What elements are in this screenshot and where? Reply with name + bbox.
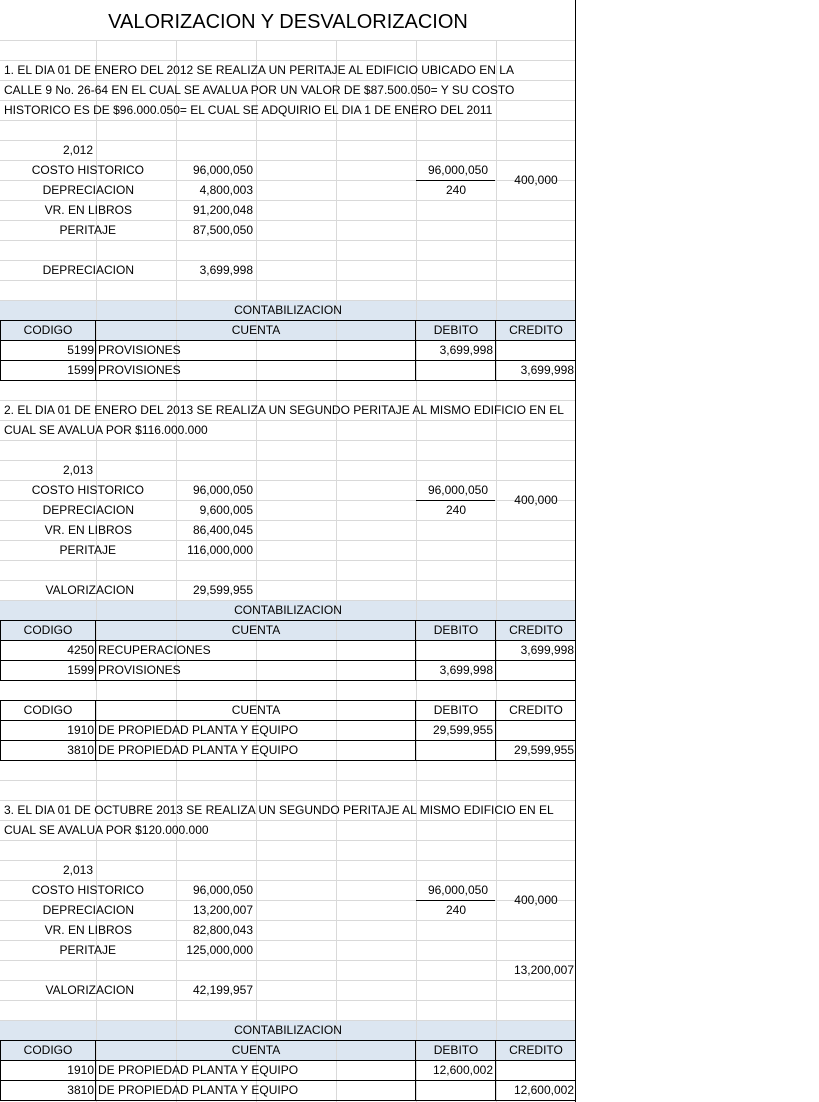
s1-vr-value: 91,200,048 (192, 203, 253, 217)
s3-year: 2,013 (62, 863, 93, 877)
s1-vr-label: VR. EN LIBROS (44, 203, 132, 217)
table-row-codigo: 1599 (67, 363, 94, 377)
page-title: VALORIZACION Y DESVALORIZACION (108, 11, 468, 33)
s2-header2-codigo: CODIGO (23, 703, 73, 717)
s2-peritaje-value: 116,000,000 (187, 543, 253, 557)
table-row-codigo: 1910 (67, 723, 94, 737)
s1-statement-line-3: HISTORICO ES DE $96.000.050= EL CUAL SE ADQUIRIO EL DIA 1 DE ENERO DEL 2011 (4, 103, 493, 117)
s3-calc-result: 400,000 (514, 893, 558, 907)
grid-line (0, 440, 576, 441)
grid-line (0, 120, 576, 121)
s2-peritaje-label: PERITAJE (59, 543, 116, 557)
table-border (0, 1100, 576, 1101)
s2-costo-label: COSTO HISTORICO (31, 483, 144, 497)
s2-dep-value: 9,600,005 (199, 503, 253, 517)
s3-extra-value: 13,200,007 (513, 963, 574, 977)
s3-result-label: VALORIZACION (45, 983, 134, 997)
table-row-credito: 3,699,998 (520, 643, 574, 657)
s2-header-credito: CREDITO (509, 623, 563, 637)
s1-contab-title: CONTABILIZACION (234, 303, 342, 317)
s3-header-codigo: CODIGO (23, 1043, 73, 1057)
s2-result-label: VALORIZACION (45, 583, 134, 597)
s1-peritaje-value: 87,500,050 (192, 223, 253, 237)
s1-header-codigo: CODIGO (23, 323, 73, 337)
s1-calc-result: 400,000 (514, 173, 558, 187)
table-row-cuenta: RECUPERACIONES (98, 643, 211, 657)
s2-vr-value: 86,400,045 (192, 523, 253, 537)
table-row-cuenta: PROVISIONES (98, 343, 181, 357)
s2-calc-denominator: 240 (445, 503, 467, 517)
s2-header-cuenta: CUENTA (231, 623, 281, 637)
table-row-cuenta: DE PROPIEDAD PLANTA Y EQUIPO (98, 1083, 299, 1097)
s3-result-value: 42,199,957 (192, 983, 253, 997)
table-row-cuenta: DE PROPIEDAD PLANTA Y EQUIPO (98, 743, 299, 757)
table-row-codigo: 3810 (67, 743, 94, 757)
grid-line (496, 40, 497, 1102)
grid-line (0, 780, 576, 781)
s1-header-credito: CREDITO (509, 323, 563, 337)
grid-line (256, 40, 257, 1102)
s3-calc-denominator: 240 (445, 903, 467, 917)
s1-statement-line-1: 1. EL DIA 01 DE ENERO DEL 2012 SE REALIZA UN PERITAJE AL EDIFICIO UBICADO EN LA (4, 63, 514, 77)
grid-line (0, 240, 576, 241)
s1-result-label: DEPRECIACION (42, 263, 134, 277)
s1-costo-value: 96,000,050 (192, 163, 253, 177)
s1-header-cuenta: CUENTA (231, 323, 281, 337)
table-row-codigo: 3810 (67, 1083, 94, 1097)
table-border (0, 760, 576, 761)
grid-line (0, 280, 576, 281)
s3-dep-value: 13,200,007 (192, 903, 253, 917)
s2-calc-numerator: 96,000,050 (427, 483, 488, 497)
table-border (0, 680, 576, 681)
table-row-credito: 3,699,998 (520, 363, 574, 377)
s2-header-codigo: CODIGO (23, 623, 73, 637)
table-row-cuenta: PROVISIONES (98, 663, 181, 677)
table-row-credito: 29,599,955 (513, 743, 574, 757)
s3-header-credito: CREDITO (509, 1043, 563, 1057)
s3-peritaje-label: PERITAJE (59, 943, 116, 957)
table-row-cuenta: DE PROPIEDAD PLANTA Y EQUIPO (98, 723, 299, 737)
table-row-cuenta: DE PROPIEDAD PLANTA Y EQUIPO (98, 1063, 299, 1077)
grid-line (0, 840, 576, 841)
s2-header2-credito: CREDITO (509, 703, 563, 717)
s3-calc-numerator: 96,000,050 (427, 883, 488, 897)
s1-dep-value: 4,800,003 (199, 183, 253, 197)
table-row-debito: 3,699,998 (439, 663, 493, 677)
s3-vr-label: VR. EN LIBROS (44, 923, 132, 937)
grid-line (0, 960, 576, 961)
s2-result-value: 29,599,955 (192, 583, 253, 597)
s1-calc-denominator: 240 (445, 183, 467, 197)
s2-statement-line-1: 2. EL DIA 01 DE ENERO DEL 2013 SE REALIZA UN SEGUNDO PERITAJE AL MISMO EDIFICIO EN EL (4, 403, 564, 417)
s1-dep-label: DEPRECIACION (42, 183, 134, 197)
s3-vr-value: 82,800,043 (192, 923, 253, 937)
s3-dep-label: DEPRECIACION (42, 903, 134, 917)
s2-header-debito: DEBITO (433, 623, 479, 637)
s2-dep-label: DEPRECIACION (42, 503, 134, 517)
table-row-debito: 12,600,002 (432, 1063, 493, 1077)
grid-line (0, 1000, 576, 1001)
grid-line (336, 40, 337, 1102)
s1-statement-line-2: CALLE 9 No. 26-64 EN EL CUAL SE AVALUA POR UN VALOR DE $87.500.050= Y SU COSTO (4, 83, 515, 97)
s2-vr-label: VR. EN LIBROS (44, 523, 132, 537)
s2-header2-debito: DEBITO (433, 703, 479, 717)
s1-calc-numerator: 96,000,050 (427, 163, 488, 177)
s1-header-debito: DEBITO (433, 323, 479, 337)
s2-contab-title: CONTABILIZACION (234, 603, 342, 617)
s2-calc-result: 400,000 (514, 493, 558, 507)
table-row-credito: 12,600,002 (513, 1083, 574, 1097)
s3-contab-title: CONTABILIZACION (234, 1023, 342, 1037)
table-row-cuenta: PROVISIONES (98, 363, 181, 377)
s1-costo-label: COSTO HISTORICO (31, 163, 144, 177)
s3-costo-value: 96,000,050 (192, 883, 253, 897)
table-row-debito: 3,699,998 (439, 343, 493, 357)
s2-header2-cuenta: CUENTA (231, 703, 281, 717)
s2-statement-line-2: CUAL SE AVALUA POR $116.000.000 (4, 423, 208, 437)
grid-line (0, 560, 576, 561)
s1-year: 2,012 (62, 143, 93, 157)
s1-result-value: 3,699,998 (199, 263, 253, 277)
s3-header-cuenta: CUENTA (231, 1043, 281, 1057)
grid-line (0, 40, 576, 41)
table-row-debito: 29,599,955 (432, 723, 493, 737)
s1-peritaje-label: PERITAJE (59, 223, 116, 237)
table-border (0, 380, 576, 381)
s3-header-debito: DEBITO (433, 1043, 479, 1057)
table-row-codigo: 4250 (67, 643, 94, 657)
s3-statement-line-1: 3. EL DIA 01 DE OCTUBRE 2013 SE REALIZA UN SEGUNDO PERITAJE AL MISMO EDIFICIO EN EL (4, 803, 554, 817)
table-row-codigo: 5199 (67, 343, 94, 357)
s3-statement-line-2: CUAL SE AVALUA POR $120.000.000 (4, 823, 209, 837)
s2-year: 2,013 (62, 463, 93, 477)
table-row-codigo: 1910 (67, 1063, 94, 1077)
sheet-edge (575, 0, 576, 1102)
s3-peritaje-value: 125,000,000 (186, 943, 253, 957)
s3-costo-label: COSTO HISTORICO (31, 883, 144, 897)
table-row-codigo: 1599 (67, 663, 94, 677)
s2-costo-value: 96,000,050 (192, 483, 253, 497)
